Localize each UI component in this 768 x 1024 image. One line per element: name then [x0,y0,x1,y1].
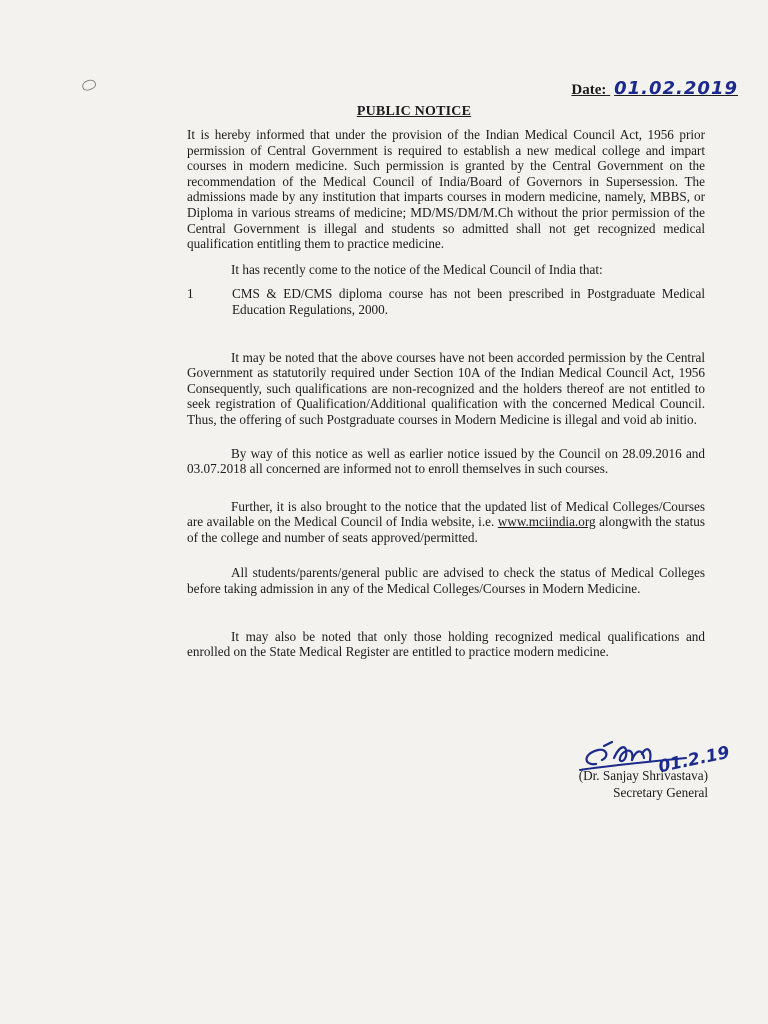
signatory-name: (Dr. Sanjay Shrivastava) [578,768,708,783]
list-item-number: 1 [187,286,194,302]
signatory-block [579,767,708,801]
paragraph-registration: It may also be noted that only those holding recognized medical qualifications and enrolled on the State Medical Register are entitled to practice modern medicine. [187,628,705,660]
website-text-before: Further, it is also brought to the notice that the updated list of Medical Colleges/Courses are available on the Medical Council of India website, i.e. [187,498,705,530]
date-label: Date: [571,82,607,98]
signatory-designation: Secretary General [613,785,708,800]
list-item [187,286,705,317]
paragraph-website [187,499,705,546]
date-value: 01.02.2019 [614,78,738,99]
paragraph-not-accorded: It may be noted that the above courses have not been accorded permission by the Central Government as statutorily required under Section 10A of the Indian Medical Council Act, 1956 Consequently, such qualifications are non-recognized and the holders thereof are not entitled to seek registration of Qualification/Additional qualification with the concerned Medical Council. Thus, the offering of such Postgraduate courses in Modern Medicine is illegal and void ab initio. [187,349,705,427]
list-item-text: CMS & ED/CMS diploma course has not been prescribed in Postgraduate Medical Education Regulations, 2000. [232,286,705,317]
signature-date: 01.2.19 [656,742,732,778]
website-text-after: alongwith the status of the college and number of seats approved/permitted. [187,514,705,545]
notice-body [187,127,705,660]
notice-title: PUBLIC NOTICE [356,104,472,119]
paragraph-notice-intro: It has recently come to the notice of the Medical Council of India that: [231,261,603,277]
date-line [571,78,738,99]
scan-artifact [81,78,98,92]
paragraph-permission: It is hereby informed that under the provision of the Indian Medical Council Act, 1956 prior permission of Central Government is required to establish a new medical college and impart courses in modern medicine. Such permission is granted by the Central Government on the recommendation of the Medical Council of India/Board of Governors in Supersession. The admissions made by any institution that imparts courses in modern medicine, namely, MBBS, or Diploma in various streams of medicine; MD/MS/DM/M.Ch without the prior permission of the Central Government is illegal and students so admitted shall not get recognized medical qualification entitling them to practice medicine. [187,127,705,252]
paragraph-earlier-notice: By way of this notice as well as earlier notice issued by the Council on 28.09.2016 and 03.07.2018 all concerned are informed not to enroll themselves in such courses. [187,445,705,477]
website-link[interactable]: www.mciindia.org [497,514,596,530]
paragraph-advisory: All students/parents/general public are advised to check the status of Medical Colleges before taking admission in any of the Medical Colleges/Courses in Modern Medicine. [187,565,705,597]
